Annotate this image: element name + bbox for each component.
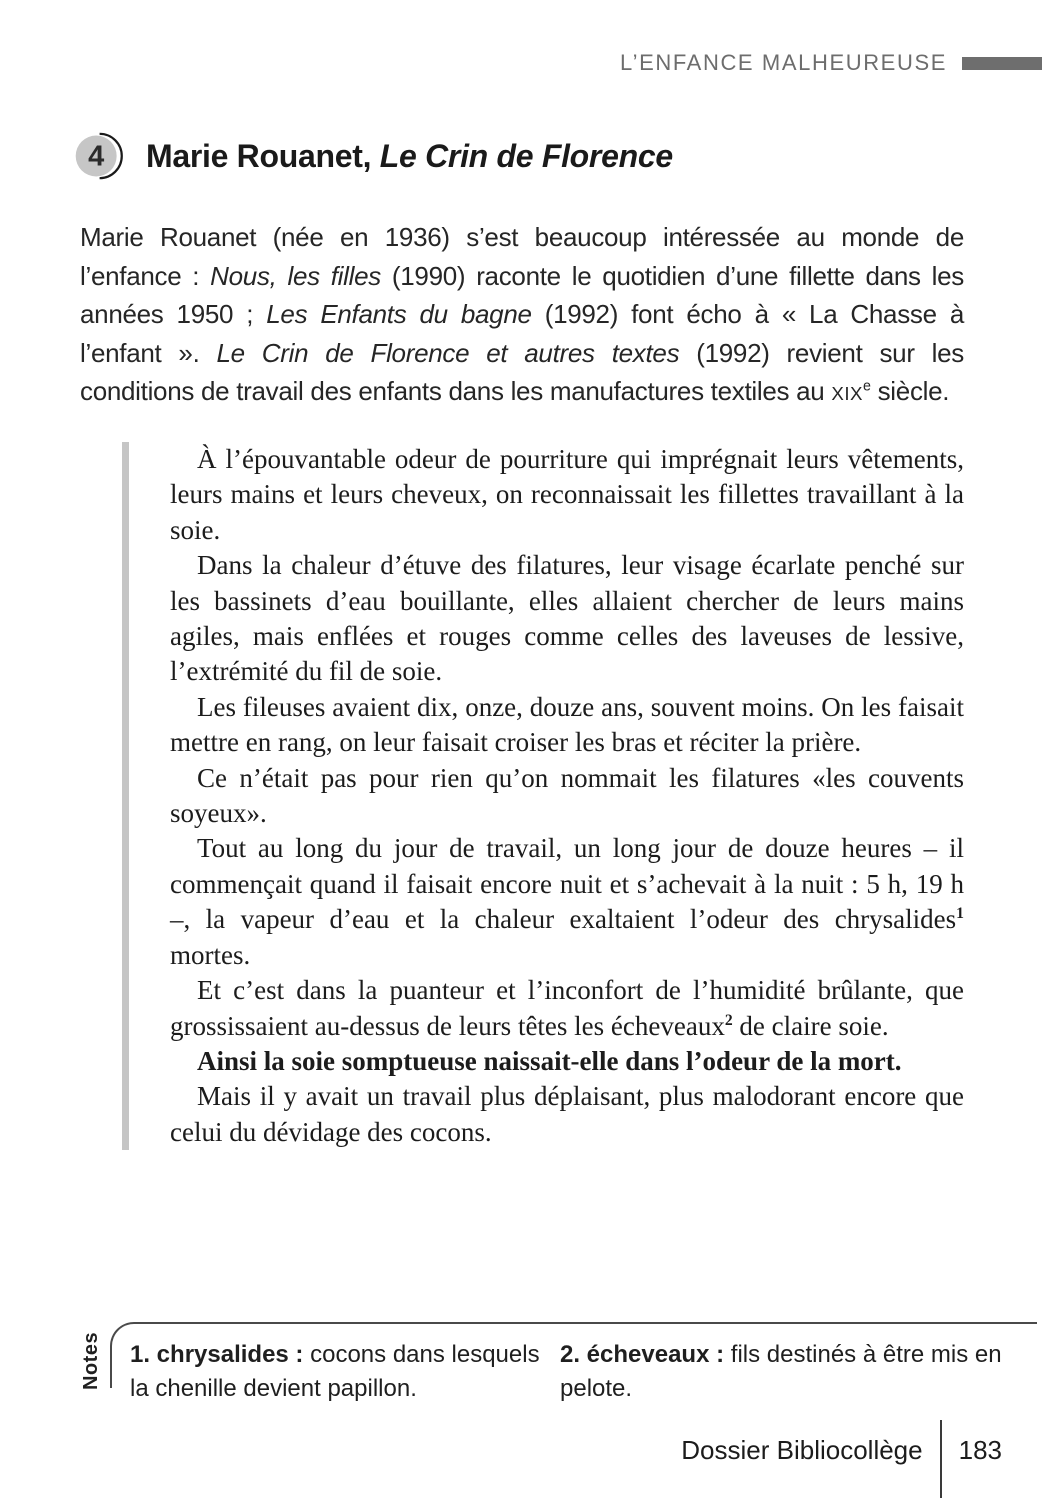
- notes-section: [130, 1338, 1006, 1406]
- excerpt-paragraph: [170, 1079, 964, 1150]
- excerpt-paragraph: [170, 548, 964, 690]
- note-term: 2. écheveaux :: [560, 1341, 725, 1368]
- excerpt-paragraph: [170, 442, 964, 548]
- century-smallcaps: XIX: [831, 383, 864, 404]
- excerpt-paragraph-emphasis: [170, 1044, 964, 1079]
- excerpt-text: À l’épouvantable odeur de pourriture qui imprégnait leurs vêtements, leurs mains et leurs cheveux, on reconnaissait les fillettes travaillant à la soie.: [170, 444, 964, 545]
- intro-paragraph: [80, 218, 964, 414]
- footnote-ref-1: 1: [956, 905, 964, 923]
- excerpt-text: Dans la chaleur d’étuve des filatures, leur visage écarlate penché sur les bassinets d’eau bouillante, elles allaient chercher de leurs mains agiles, mais enflées et rouges comme celles des laveuses de lessive, l’extrémité du fil de soie.: [170, 550, 964, 687]
- footer-separator: [940, 1420, 942, 1498]
- chapter-title: L’ENFANCE MALHEUREUSE: [619, 50, 947, 75]
- section-heading: [74, 128, 673, 184]
- excerpt-text: mortes.: [170, 939, 251, 970]
- excerpt-paragraph: [170, 761, 964, 832]
- work-title: Le Crin de Florence: [379, 137, 673, 174]
- note-definition: cocons dans lesquels la chenille devient papillon.: [130, 1341, 540, 1402]
- intro-text: (1990) raconte le quotidien d’une fillette dans les années 1950 ;: [80, 260, 964, 329]
- excerpt-text: Mais il y avait un travail plus déplaisant, plus malodorant encore que celui du dévidage des cocons.: [170, 1081, 964, 1147]
- running-header: [620, 50, 1042, 76]
- excerpt-paragraph: [170, 690, 964, 761]
- excerpt-text: Les fileuses avaient dix, onze, douze ans, souvent moins. On les faisait mettre en rang, on leur faisait croiser les bras et réciter la prière.: [170, 691, 964, 758]
- ordinal-superscript: e: [863, 378, 871, 395]
- footer-collection-name: Dossier Bibliocollège: [681, 1435, 923, 1465]
- intro-text: (1992) font écho à « La Chasse à l’enfant ».: [80, 299, 965, 368]
- book-title: Les Enfants du bagne: [266, 299, 532, 329]
- page-title: [146, 138, 673, 175]
- intro-text: (1992) revient sur les conditions de travail des enfants dans les manufactures textiles au: [80, 337, 964, 406]
- section-number-icon: [74, 128, 132, 184]
- note-item: [560, 1338, 1006, 1406]
- notes-label: Notes: [80, 1331, 102, 1391]
- note-definition: fils destinés à être mis en pelote.: [560, 1341, 1002, 1402]
- page-footer: [681, 1420, 1002, 1498]
- excerpt-text: Ce n’était pas pour rien qu’on nommait les filatures «les couvents soyeux».: [170, 762, 964, 829]
- excerpt-paragraph: [170, 831, 964, 973]
- page-number: 183: [958, 1435, 1002, 1465]
- note-term: 1. chrysalides :: [130, 1341, 304, 1368]
- book-title: Nous, les filles: [210, 260, 381, 291]
- excerpt-block: [122, 442, 964, 1150]
- footnote-ref-2: 2: [724, 1011, 733, 1029]
- excerpt-text: Et c’est dans la puanteur et l’inconfort de l’humidité brûlante, que grossissaient au-dessus de leurs têtes les écheveaux: [170, 975, 964, 1041]
- excerpt-text: Tout au long du jour de travail, un long jour de douze heures – il commençait quand il faisait encore nuit et s’achevait à la nuit : 5 h, 19 h –, la vapeur d’eau et la chaleur exaltaient l’odeur des chrysalides: [170, 833, 964, 935]
- excerpt-text: de claire soie.: [732, 1010, 889, 1041]
- author-name: Marie Rouanet,: [146, 137, 380, 174]
- section-number: 4: [88, 140, 105, 173]
- book-title: Le Crin de Florence et autres textes: [216, 337, 680, 368]
- excerpt-text: Ainsi la soie somptueuse naissait-elle dans l’odeur de la mort.: [197, 1045, 902, 1076]
- header-bar-decoration: [962, 57, 1042, 70]
- intro-text: siècle.: [870, 376, 950, 406]
- intro-text: Marie Rouanet (née en 1936) s’est beaucoup intéressée au monde de l’enfance :: [80, 222, 964, 291]
- note-item: [130, 1338, 560, 1406]
- excerpt-paragraph: [170, 973, 964, 1044]
